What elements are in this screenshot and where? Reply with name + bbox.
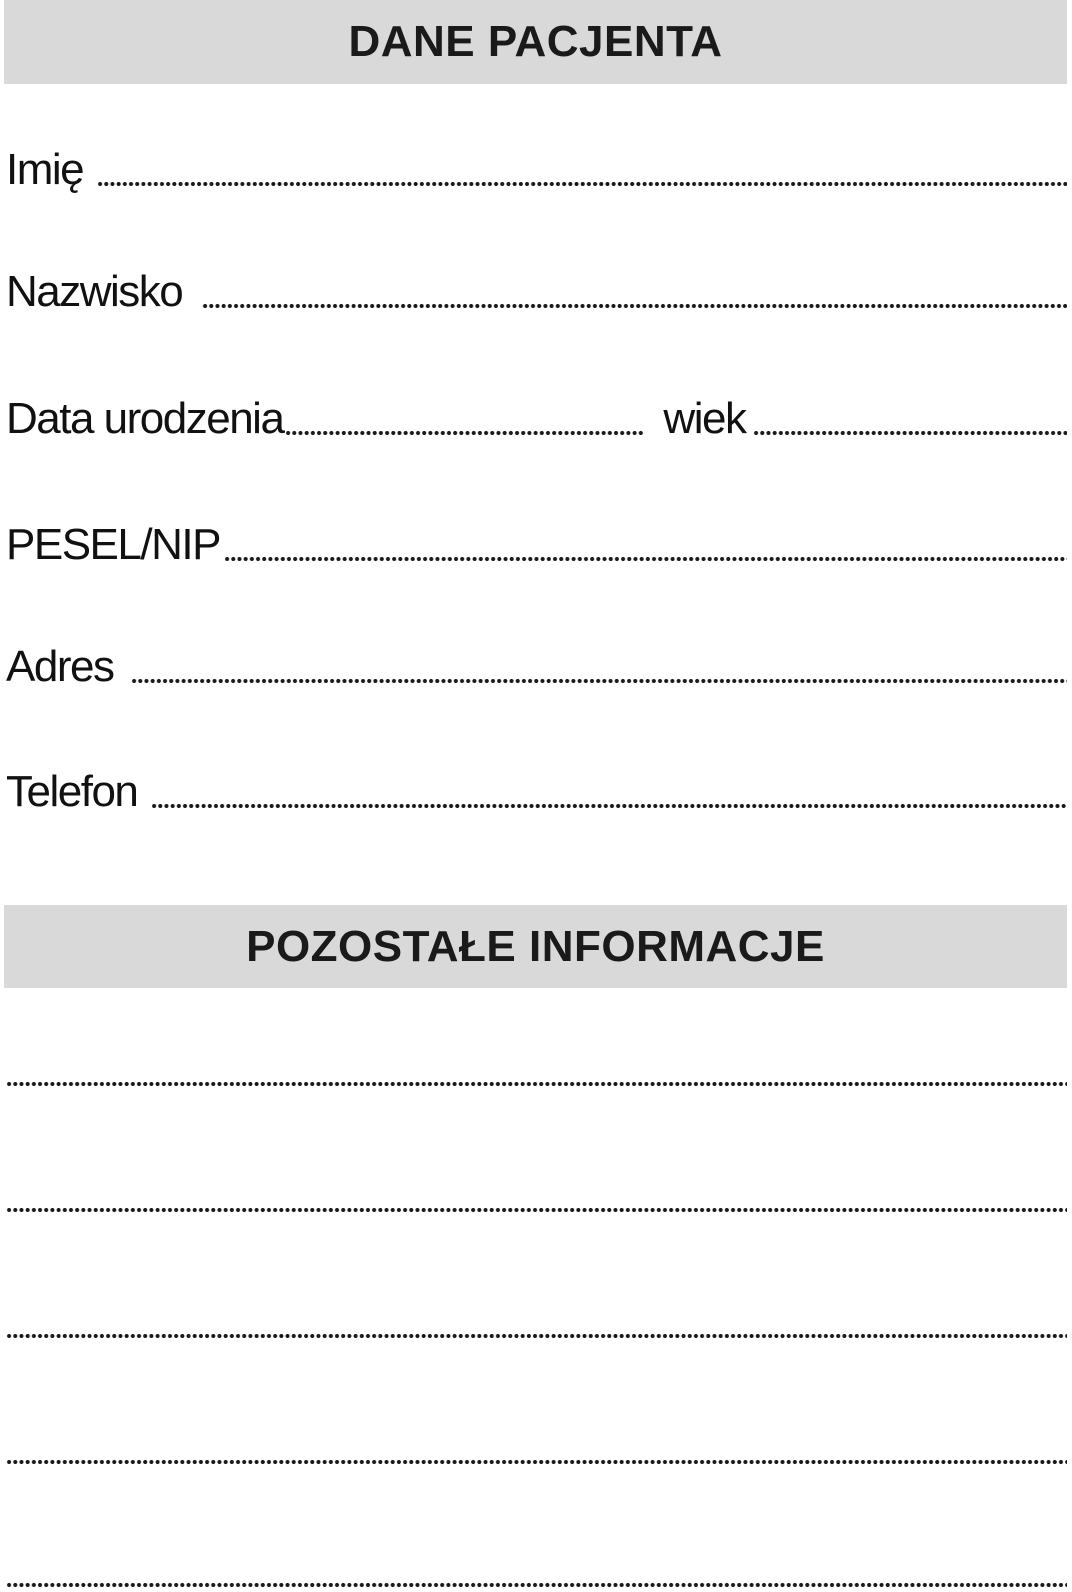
- phone-field[interactable]: [151, 804, 1067, 808]
- birth-date-row: [6, 394, 1067, 443]
- other-info-title: POZOSTAŁE INFORMACJE: [246, 921, 825, 971]
- first-name-row: [6, 145, 1067, 194]
- patient-data-title: DANE PACJENTA: [348, 17, 723, 66]
- birth-date-label: Data urodzenia: [6, 394, 284, 443]
- notes-line-3[interactable]: [6, 1334, 1067, 1338]
- pesel-nip-row: [6, 520, 1067, 569]
- other-info-header: [4, 905, 1067, 988]
- age-field[interactable]: [753, 431, 1067, 435]
- first-name-field[interactable]: [97, 182, 1067, 186]
- address-field[interactable]: [131, 679, 1067, 683]
- notes-line-4[interactable]: [6, 1460, 1067, 1464]
- last-name-field[interactable]: [202, 304, 1067, 308]
- pesel-nip-label: PESEL/NIP: [6, 520, 220, 569]
- notes-line-2[interactable]: [6, 1208, 1067, 1212]
- first-name-label: Imię: [6, 145, 84, 194]
- last-name-row: [6, 267, 1067, 316]
- notes-line-5[interactable]: [6, 1583, 1067, 1587]
- address-label: Adres: [6, 642, 114, 691]
- phone-row: [6, 767, 1067, 816]
- age-label: wiek: [663, 394, 746, 443]
- birth-date-field[interactable]: [285, 431, 643, 435]
- notes-line-1[interactable]: [6, 1082, 1067, 1086]
- pesel-nip-field[interactable]: [224, 557, 1067, 561]
- address-row: [6, 642, 1067, 691]
- phone-label: Telefon: [6, 767, 138, 816]
- last-name-label: Nazwisko: [6, 267, 183, 316]
- patient-data-header: [4, 0, 1067, 84]
